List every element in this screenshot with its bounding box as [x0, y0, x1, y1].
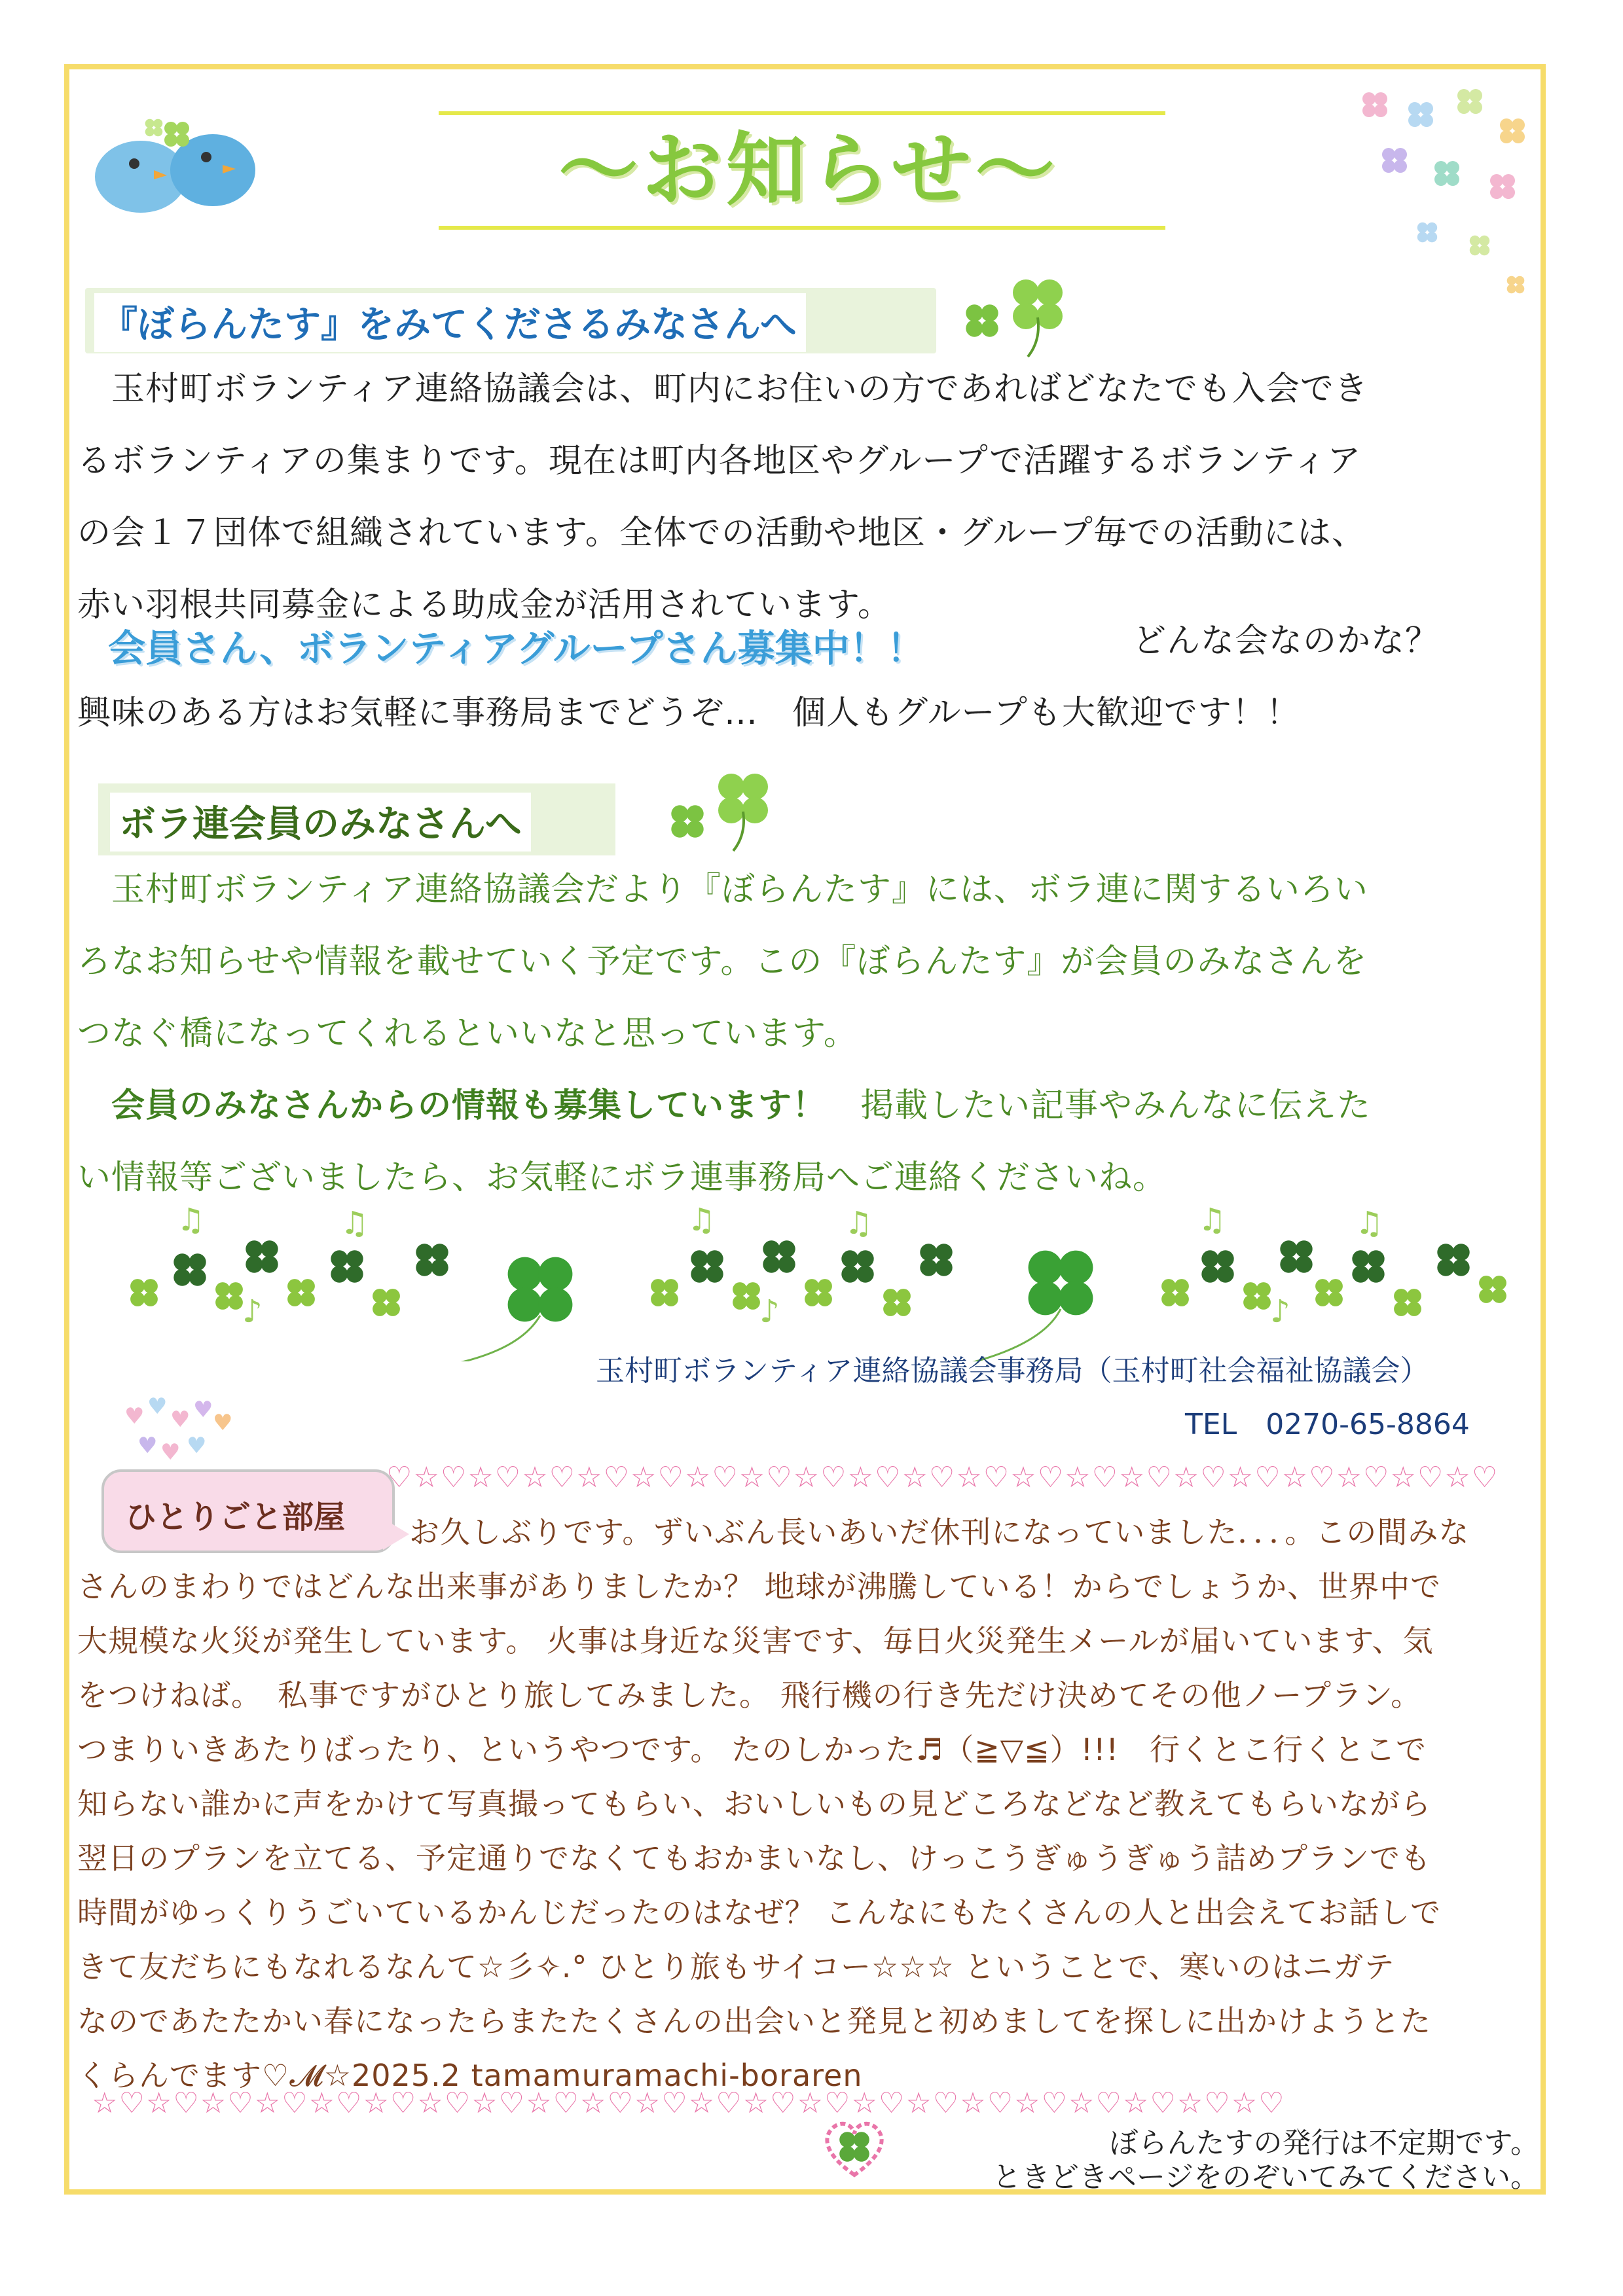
footer-line-1: ぼらんたすの発行は不定期です。: [1109, 2126, 1539, 2160]
column-line-1: さんのまわりではどんな出来事がありましたか？ 地球が沸騰している！からでしょうか、世界中で: [77, 1569, 1442, 1604]
page-title: 〜お知らせ〜: [558, 124, 1059, 217]
section1-line-2: るボランティアの集まりです。現在は町内各地区やグループで活躍するボランティア: [77, 442, 1362, 480]
column-line-8: きて友だちにもなれるなんて☆彡✧.° ひとり旅もサイコー☆☆☆ ということで、寒いのはニガテ: [77, 1949, 1395, 1984]
clover-icon: [655, 759, 786, 857]
column-line-7: 時間がゆっくりうごいているかんじだったのはなぜ？ こんなにもたくさんの人と出会えてお話しで: [77, 1895, 1442, 1930]
section1-line-1: 玉村町ボランティア連絡協議会は、町内にお住いの方であればどなたでも入会でき: [77, 370, 1368, 408]
music-note-icon: ♫: [845, 1205, 873, 1242]
section2-line-3: つなぐ橋になってくれるといいなと思っています。: [77, 1014, 858, 1053]
footer-line-2: ときどきページをのぞいてみてください。: [992, 2161, 1539, 2194]
deco-hearts-stars-top: ♡☆♡☆♡☆♡☆♡☆♡☆♡☆♡☆♡☆♡☆♡☆♡☆♡☆♡☆♡☆♡☆♡☆♡☆♡☆♡☆♡: [386, 1461, 1499, 1494]
column-line-3: をつけねば。 私事ですがひとり旅してみました。 飛行機の行き先だけ決めてその他ノープラン。: [77, 1677, 1422, 1713]
column-line-10: くらんでます♡𝓜☆2025.2 tamamuramachi-boraren: [77, 2058, 863, 2093]
section-heading-readers-text: 『ぼらんたす』をみてくださるみなさんへ: [94, 293, 806, 352]
section2-notice-rest: 掲載したい記事やみんなに伝えた: [826, 1086, 1372, 1125]
column-first-line: お久しぶりです。ずいぶん長いあいだ休刊になっていました．．．。この間みな: [409, 1515, 1470, 1550]
clover-garland-divider: [124, 1204, 1519, 1361]
bird-icon: [75, 105, 278, 236]
column-line-9: なのであたたかい春になったらまたたくさんの出会いと発見と初めましてを探しに出かけようとた: [77, 2003, 1431, 2039]
section1-line-4: 赤い羽根共同募金による助成金が活用されています。: [77, 586, 892, 624]
svg-text:♥: ♥: [137, 1433, 158, 1459]
column-line-5: 知らない誰かに声をかけて写真撮ってもらい、おいしいもの見どころなどなど教えてもらいながら: [77, 1786, 1431, 1821]
section2-line-4: [77, 1070, 1537, 1142]
heart-icon: [822, 2117, 887, 2179]
contact-organization: 玉村町ボランティア連絡協議会事務局（玉村町社会福祉協議会）: [596, 1354, 1429, 1388]
svg-text:♥: ♥: [170, 1407, 191, 1433]
section2-line-1: 玉村町ボランティア連絡協議会だより『ぼらんたす』には、ボラ連に関するいろい: [77, 870, 1368, 909]
column-line-2: 大規模な火災が発生しています。 火事は身近な災害です、毎日火災発生メールが届いています、気: [77, 1623, 1434, 1659]
recruitment-side-question: どんな会なのかな？: [1133, 622, 1440, 660]
section1-line-3: の会１７団体で組織されています。全体での活動や地区・グループ毎での活動には、: [77, 514, 1366, 552]
deco-hearts-stars-bottom: ☆♡☆♡☆♡☆♡☆♡☆♡☆♡☆♡☆♡☆♡☆♡☆♡☆♡☆♡☆♡☆♡☆♡☆♡☆♡☆♡☆♡☆♡: [92, 2087, 1286, 2120]
svg-text:♥: ♥: [160, 1439, 181, 1465]
svg-text:♥: ♥: [213, 1410, 233, 1436]
svg-text:♥: ♥: [147, 1394, 168, 1420]
music-note-icon: ♫: [687, 1204, 716, 1238]
section-heading-readers: [85, 288, 936, 353]
music-note-icon: ♪: [242, 1293, 263, 1330]
heart-icon: [121, 1394, 239, 1466]
music-note-icon: ♪: [1270, 1293, 1290, 1330]
svg-text:♥: ♥: [124, 1403, 145, 1429]
column-line-4: つまりいきあたりばったり、というやつです。 たのしかった♬（≧▽≦）!!! 行くとこ行くとこで: [77, 1732, 1427, 1767]
svg-text:♥: ♥: [187, 1433, 207, 1459]
music-note-icon: ♫: [177, 1204, 206, 1238]
column-label: ひとりごと部屋: [125, 1499, 346, 1535]
section1-last-line: 興味のある方はお気軽に事務局までどうぞ… 個人もグループも大歓迎です！！: [77, 694, 1300, 732]
clover-icon: [949, 268, 1080, 360]
svg-text:♥: ♥: [193, 1397, 213, 1423]
music-note-icon: ♫: [340, 1205, 369, 1242]
column-line-6: 翌日のプランを立てる、予定通りでなくてもおかまいなし、けっこうぎゅうぎゅう詰めプランでも: [77, 1840, 1431, 1876]
music-note-icon: ♫: [1198, 1204, 1227, 1238]
section-heading-members: [98, 783, 615, 855]
section2-line-2: ろなお知らせや情報を載せていく予定です。この『ぼらんたす』が会員のみなさんを: [77, 942, 1368, 981]
recruitment-callout: 会員さん、ボランティアグループさん募集中！！: [108, 627, 924, 670]
title-line-bottom: [439, 226, 1165, 230]
clover-icon: [1349, 75, 1545, 311]
music-note-icon: ♪: [759, 1293, 780, 1330]
music-note-icon: ♫: [1355, 1205, 1384, 1242]
contact-phone[interactable]: TEL 0270-65-8864: [1185, 1408, 1470, 1441]
section2-bold-notice: 会員のみなさんからの情報も募集しています！: [77, 1086, 827, 1125]
title-line-top: [439, 111, 1165, 115]
section-heading-members-text: ボラ連会員のみなさんへ: [110, 793, 531, 852]
bubble-tail: [383, 1518, 409, 1550]
section2-last-line: い情報等ございましたら、お気軽にボラ連事務局へご連絡くださいね。: [77, 1158, 1167, 1197]
column-label-bubble: [101, 1469, 395, 1553]
